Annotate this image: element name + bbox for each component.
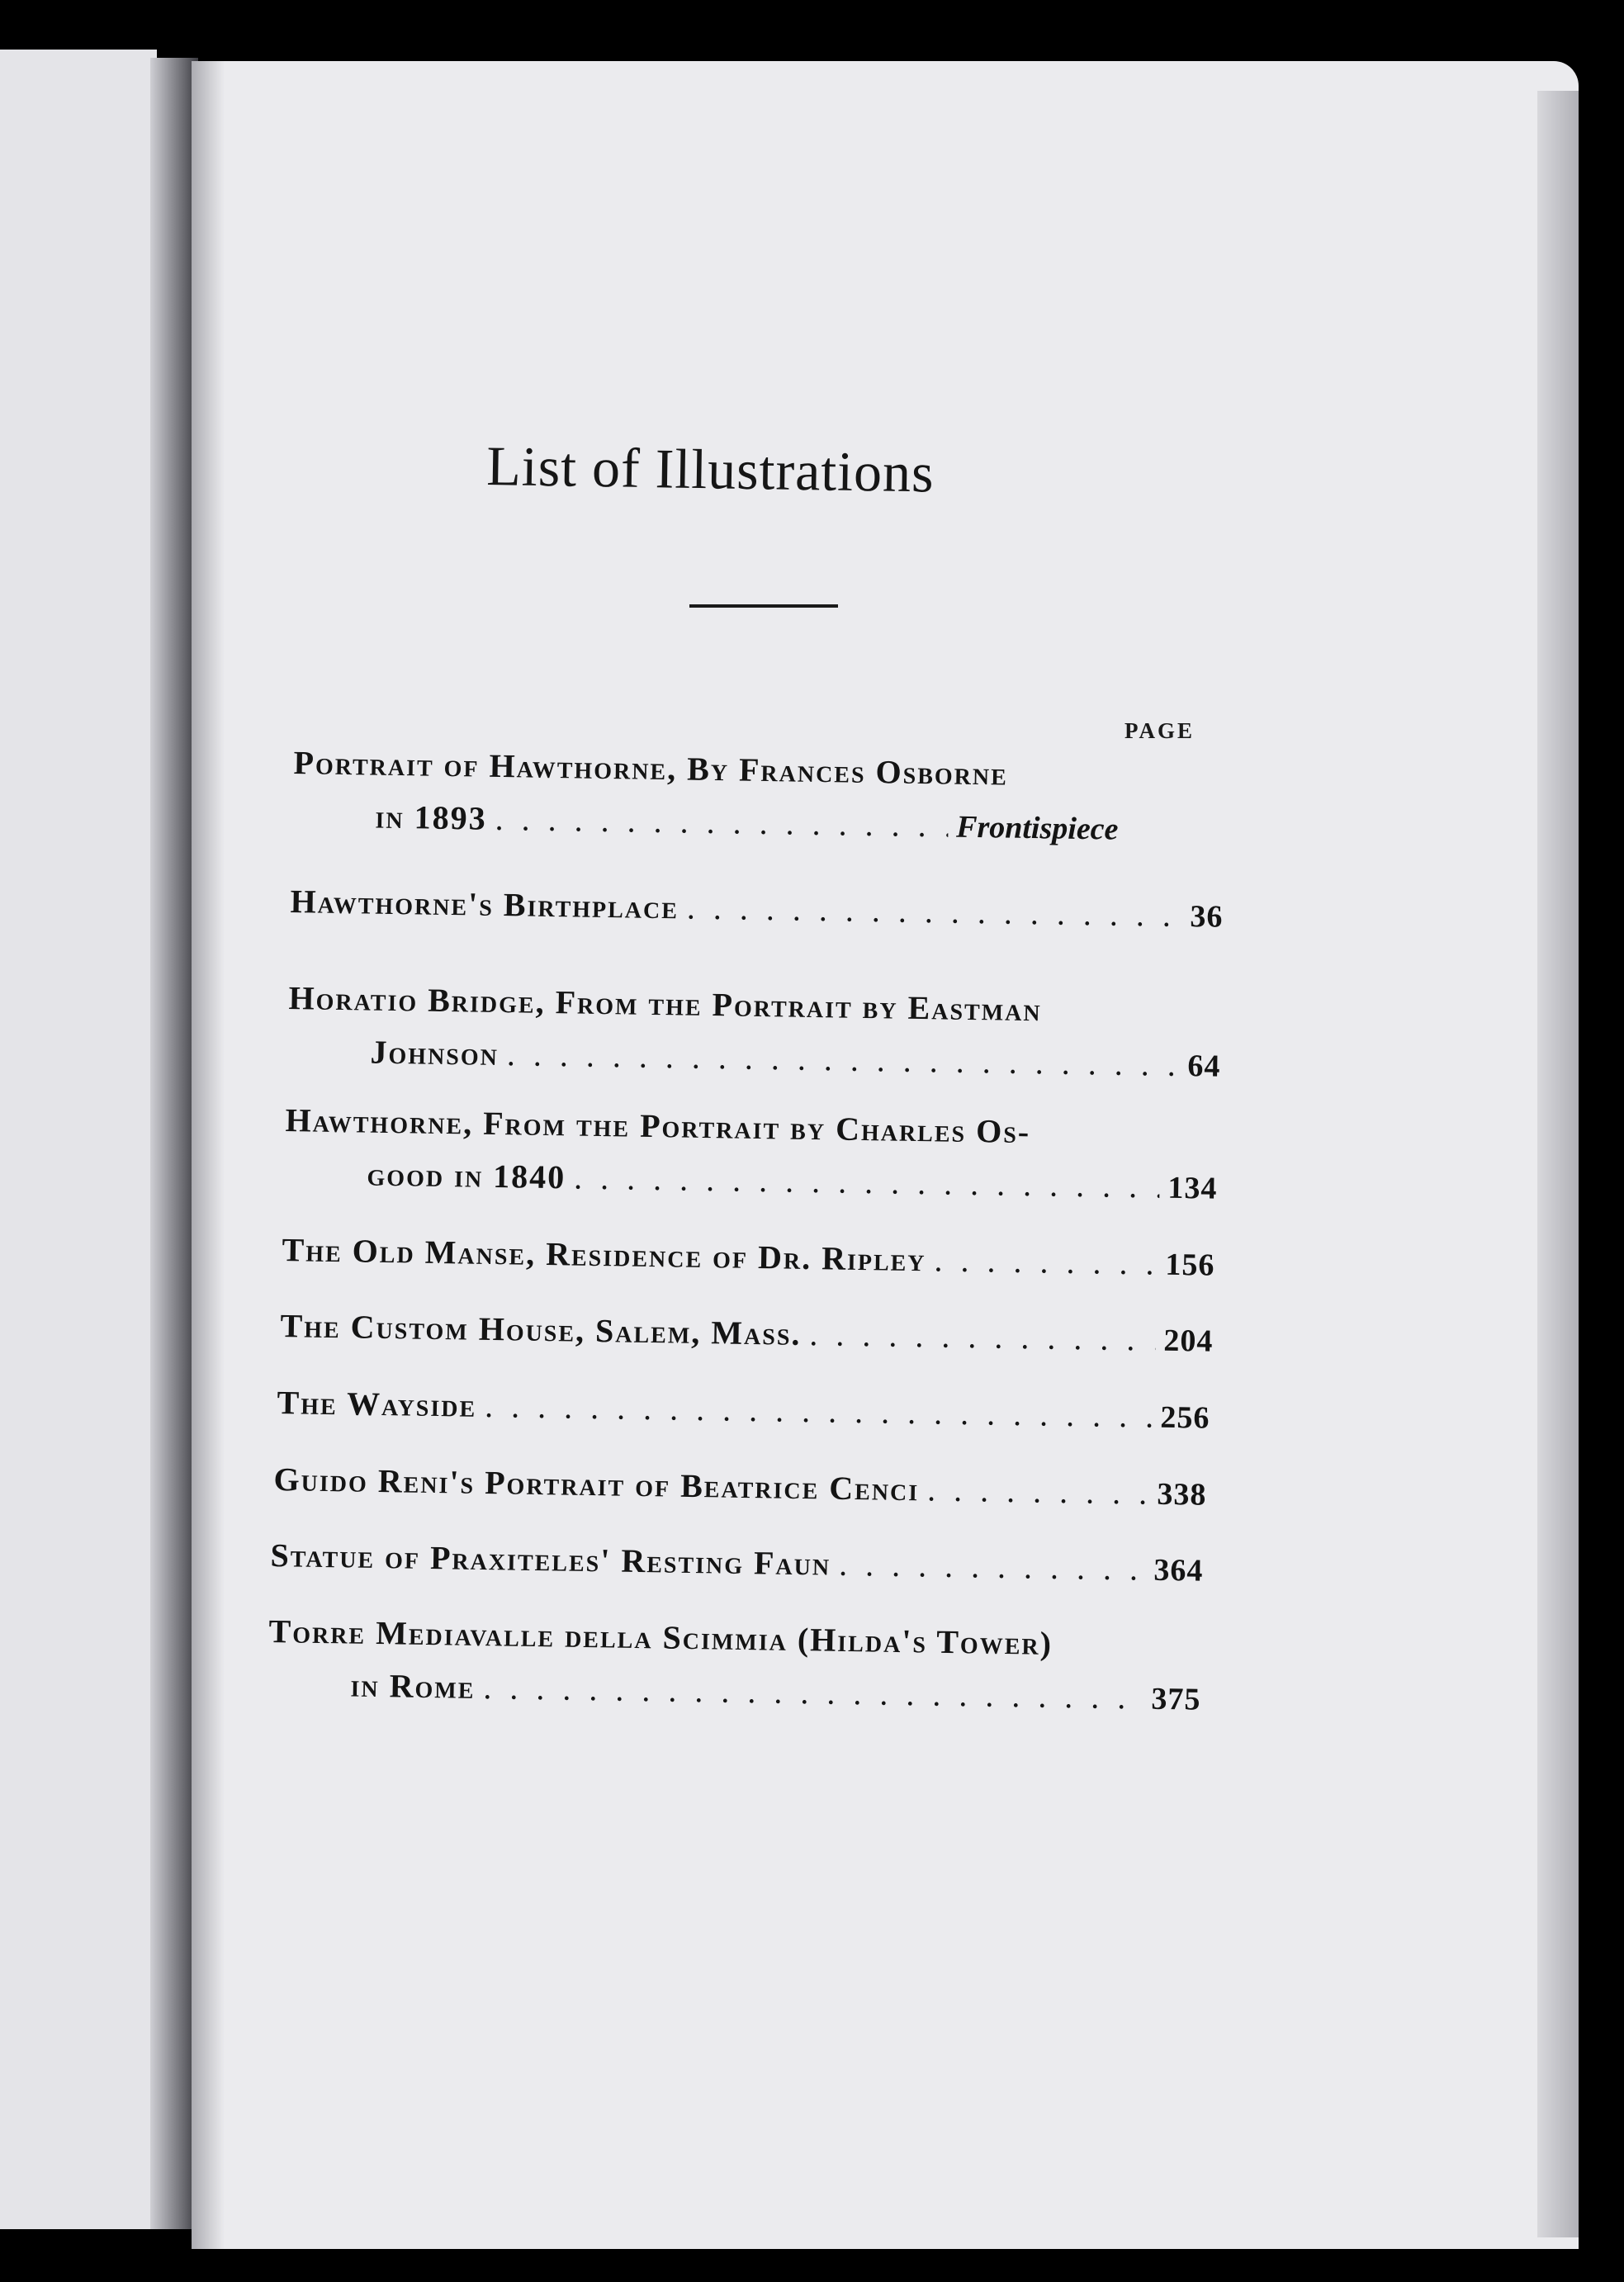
left-page-edge [0,50,157,2229]
entry-page: 338 [1157,1476,1207,1513]
entry-title: Portrait of Hawthorne, By Frances Osborne [293,743,1009,793]
entry-title-continued: in Rome [350,1666,476,1706]
entry-page: 64 [1187,1049,1221,1084]
entry-page: 134 [1167,1170,1218,1206]
dot-leader [927,1470,1149,1512]
dot-leader [809,1314,1156,1359]
dot-leader [574,1158,1160,1206]
page-column-label: PAGE [1124,718,1195,743]
list-item [287,978,1222,1099]
entry-title: Torre Mediavalle della Scimmia (Hilda's Tower) [268,1612,1053,1662]
list-item [268,1612,1202,1732]
entry-title: Statue of Praxiteles' Resting Faun [270,1536,831,1583]
dot-leader [687,888,1182,935]
dot-leader [839,1545,1146,1588]
dot-leader [934,1240,1158,1282]
entry-page: Frontispiece [955,809,1119,847]
entry-page: 256 [1160,1399,1210,1436]
page-right-edge [1537,91,1579,2237]
entry-title-continued: Johnson [370,1033,500,1072]
entry-title: Guido Reni's Portrait of Beatrice Cenci [273,1460,920,1508]
entry-title: The Custom House, Salem, Mass. [280,1306,802,1352]
entry-title: Hawthorne, From the Portrait by Charles Os- [285,1101,1031,1151]
entry-page: 204 [1163,1323,1214,1359]
list-item [292,743,1120,862]
dot-leader [495,799,948,845]
page-title: List of Illustrations [485,433,935,504]
entry-title: The Wayside [277,1383,477,1424]
entry-page: 375 [1151,1681,1201,1717]
entry-title-continued: good in 1840 [367,1155,566,1196]
page-gutter-shadow [192,61,225,2249]
entry-title: The Old Manse, Residence of Dr. Ripley [282,1230,926,1279]
entry-title: Horatio Bridge, From the Portrait by Eastman [288,978,1042,1029]
entry-page: 156 [1165,1247,1215,1283]
list-item [284,1101,1219,1221]
entry-page: 36 [1190,899,1224,935]
entry-title-continued: in 1893 [375,798,488,837]
entry-title: Hawthorne's Birthplace [290,882,679,926]
entry-page: 364 [1153,1552,1204,1588]
title-rule [689,604,838,608]
